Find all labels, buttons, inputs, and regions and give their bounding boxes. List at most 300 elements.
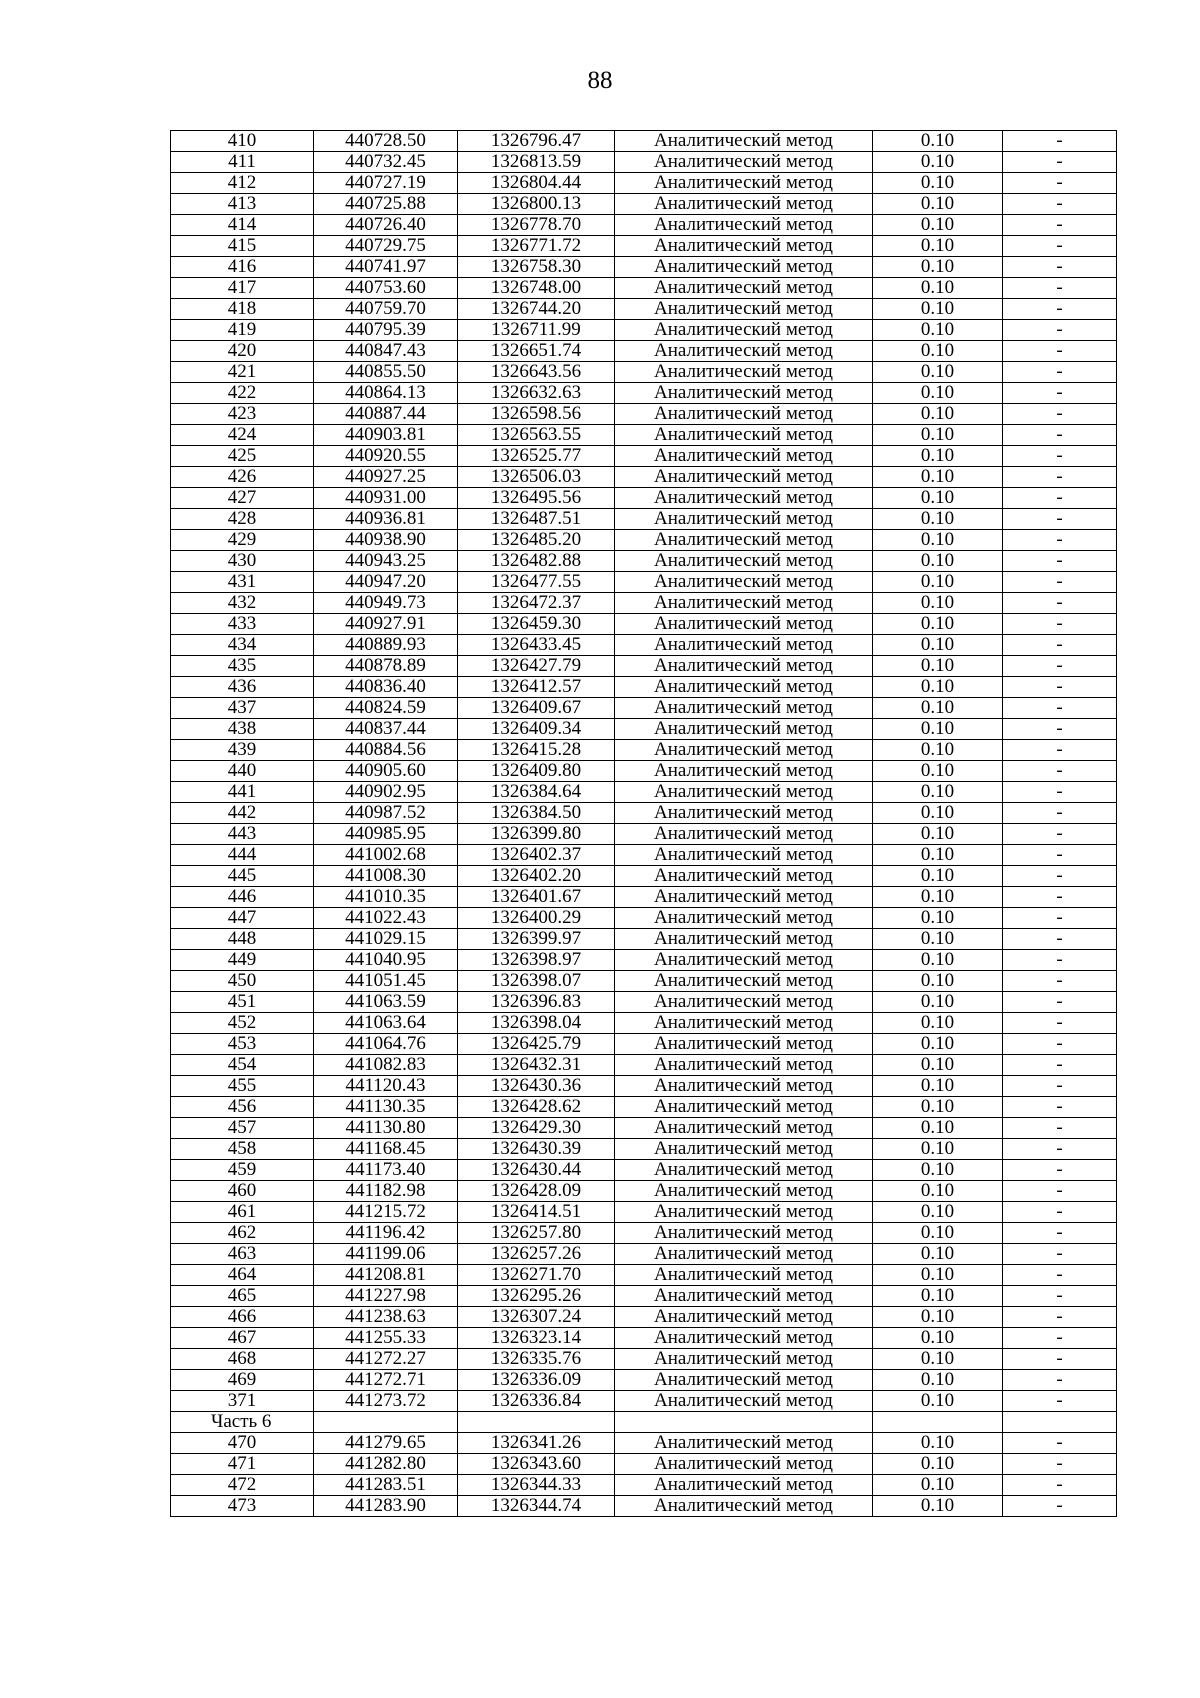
- accuracy-cell: 0.10: [873, 614, 1003, 635]
- point-number-cell: 461: [171, 1202, 314, 1223]
- point-number-cell: 435: [171, 656, 314, 677]
- table-row: [171, 446, 1117, 467]
- table-row: [171, 530, 1117, 551]
- note-cell: -: [1003, 362, 1117, 383]
- x-coordinate-cell: 440878.89: [314, 656, 458, 677]
- y-coordinate-cell: 1326432.31: [458, 1055, 615, 1076]
- accuracy-cell: 0.10: [873, 320, 1003, 341]
- y-coordinate-cell: 1326295.26: [458, 1286, 615, 1307]
- x-coordinate-cell: 441279.65: [314, 1433, 458, 1454]
- point-number-cell: 434: [171, 635, 314, 656]
- y-coordinate-cell: 1326430.44: [458, 1160, 615, 1181]
- table-row: [171, 509, 1117, 530]
- point-number-cell: 410: [171, 131, 314, 152]
- note-cell: -: [1003, 677, 1117, 698]
- point-number-cell: 419: [171, 320, 314, 341]
- point-number-cell: 418: [171, 299, 314, 320]
- method-cell: Аналитический метод: [615, 1370, 873, 1391]
- note-cell: -: [1003, 152, 1117, 173]
- point-number-cell: 438: [171, 719, 314, 740]
- note-cell: -: [1003, 635, 1117, 656]
- method-cell: Аналитический метод: [615, 278, 873, 299]
- point-number-cell: 457: [171, 1118, 314, 1139]
- table-row: [171, 1034, 1117, 1055]
- note-cell: -: [1003, 1265, 1117, 1286]
- note-cell: -: [1003, 1454, 1117, 1475]
- x-coordinate-cell: 441168.45: [314, 1139, 458, 1160]
- table-row: [171, 803, 1117, 824]
- x-coordinate-cell: 440836.40: [314, 677, 458, 698]
- note-cell: -: [1003, 1496, 1117, 1517]
- note-cell: -: [1003, 1181, 1117, 1202]
- y-coordinate-cell: 1326307.24: [458, 1307, 615, 1328]
- accuracy-cell: 0.10: [873, 404, 1003, 425]
- y-coordinate-cell: 1326506.03: [458, 467, 615, 488]
- x-coordinate-cell: 440936.81: [314, 509, 458, 530]
- table-row: [171, 950, 1117, 971]
- note-cell: -: [1003, 740, 1117, 761]
- method-cell: Аналитический метод: [615, 1202, 873, 1223]
- point-number-cell: 413: [171, 194, 314, 215]
- point-number-cell: 430: [171, 551, 314, 572]
- accuracy-cell: 0.10: [873, 1181, 1003, 1202]
- x-coordinate-cell: 440864.13: [314, 383, 458, 404]
- accuracy-cell: 0.10: [873, 971, 1003, 992]
- accuracy-cell: 0.10: [873, 1244, 1003, 1265]
- x-coordinate-cell: 440987.52: [314, 803, 458, 824]
- y-coordinate-cell: 1326402.37: [458, 845, 615, 866]
- y-coordinate-cell: 1326813.59: [458, 152, 615, 173]
- method-cell: Аналитический метод: [615, 341, 873, 362]
- accuracy-cell: 0.10: [873, 824, 1003, 845]
- table-row: [171, 845, 1117, 866]
- empty-cell: [458, 1412, 615, 1433]
- note-cell: -: [1003, 1223, 1117, 1244]
- table-row: [171, 1118, 1117, 1139]
- method-cell: Аналитический метод: [615, 1181, 873, 1202]
- method-cell: Аналитический метод: [615, 1118, 873, 1139]
- method-cell: Аналитический метод: [615, 320, 873, 341]
- method-cell: Аналитический метод: [615, 908, 873, 929]
- method-cell: Аналитический метод: [615, 614, 873, 635]
- table-row: [171, 593, 1117, 614]
- x-coordinate-cell: 441008.30: [314, 866, 458, 887]
- method-cell: Аналитический метод: [615, 929, 873, 950]
- y-coordinate-cell: 1326748.00: [458, 278, 615, 299]
- point-number-cell: 447: [171, 908, 314, 929]
- table-row: [171, 131, 1117, 152]
- table-row: [171, 656, 1117, 677]
- point-number-cell: 452: [171, 1013, 314, 1034]
- y-coordinate-cell: 1326796.47: [458, 131, 615, 152]
- method-cell: Аналитический метод: [615, 1496, 873, 1517]
- table-row: [171, 824, 1117, 845]
- table-row: [171, 740, 1117, 761]
- point-number-cell: 469: [171, 1370, 314, 1391]
- note-cell: -: [1003, 131, 1117, 152]
- x-coordinate-cell: 440837.44: [314, 719, 458, 740]
- x-coordinate-cell: 441022.43: [314, 908, 458, 929]
- table-row: [171, 1454, 1117, 1475]
- accuracy-cell: 0.10: [873, 1475, 1003, 1496]
- point-number-cell: 441: [171, 782, 314, 803]
- y-coordinate-cell: 1326429.30: [458, 1118, 615, 1139]
- table-row: [171, 362, 1117, 383]
- method-cell: Аналитический метод: [615, 635, 873, 656]
- x-coordinate-cell: 440884.56: [314, 740, 458, 761]
- method-cell: Аналитический метод: [615, 1433, 873, 1454]
- table-row: [171, 1328, 1117, 1349]
- note-cell: -: [1003, 1244, 1117, 1265]
- page-number: 88: [587, 67, 613, 94]
- table-row: [171, 1286, 1117, 1307]
- table-row: [171, 1202, 1117, 1223]
- point-number-cell: 439: [171, 740, 314, 761]
- point-number-cell: 436: [171, 677, 314, 698]
- accuracy-cell: 0.10: [873, 866, 1003, 887]
- x-coordinate-cell: 440903.81: [314, 425, 458, 446]
- point-number-cell: 454: [171, 1055, 314, 1076]
- accuracy-cell: 0.10: [873, 845, 1003, 866]
- x-coordinate-cell: 441040.95: [314, 950, 458, 971]
- point-number-cell: 471: [171, 1454, 314, 1475]
- table-row: [171, 992, 1117, 1013]
- point-number-cell: 460: [171, 1181, 314, 1202]
- accuracy-cell: 0.10: [873, 1286, 1003, 1307]
- accuracy-cell: 0.10: [873, 1055, 1003, 1076]
- note-cell: -: [1003, 698, 1117, 719]
- point-number-cell: 456: [171, 1097, 314, 1118]
- method-cell: Аналитический метод: [615, 1475, 873, 1496]
- accuracy-cell: 0.10: [873, 1370, 1003, 1391]
- point-number-cell: 448: [171, 929, 314, 950]
- accuracy-cell: 0.10: [873, 1097, 1003, 1118]
- y-coordinate-cell: 1326433.45: [458, 635, 615, 656]
- method-cell: Аналитический метод: [615, 131, 873, 152]
- table-row: [171, 677, 1117, 698]
- method-cell: Аналитический метод: [615, 257, 873, 278]
- note-cell: -: [1003, 1391, 1117, 1412]
- x-coordinate-cell: 440725.88: [314, 194, 458, 215]
- table-row: [171, 1370, 1117, 1391]
- table-row: [171, 1013, 1117, 1034]
- accuracy-cell: 0.10: [873, 761, 1003, 782]
- accuracy-cell: 0.10: [873, 950, 1003, 971]
- method-cell: Аналитический метод: [615, 1244, 873, 1265]
- y-coordinate-cell: 1326428.62: [458, 1097, 615, 1118]
- y-coordinate-cell: 1326409.80: [458, 761, 615, 782]
- table-row: [171, 1349, 1117, 1370]
- point-number-cell: 449: [171, 950, 314, 971]
- point-number-cell: 465: [171, 1286, 314, 1307]
- accuracy-cell: 0.10: [873, 677, 1003, 698]
- x-coordinate-cell: 441272.27: [314, 1349, 458, 1370]
- point-number-cell: 426: [171, 467, 314, 488]
- table-row: [171, 383, 1117, 404]
- table-row: [171, 866, 1117, 887]
- x-coordinate-cell: 440753.60: [314, 278, 458, 299]
- y-coordinate-cell: 1326398.07: [458, 971, 615, 992]
- empty-cell: [873, 1412, 1003, 1433]
- accuracy-cell: 0.10: [873, 1328, 1003, 1349]
- table-row: [171, 1244, 1117, 1265]
- note-cell: -: [1003, 824, 1117, 845]
- accuracy-cell: 0.10: [873, 782, 1003, 803]
- note-cell: -: [1003, 173, 1117, 194]
- y-coordinate-cell: 1326398.97: [458, 950, 615, 971]
- accuracy-cell: 0.10: [873, 299, 1003, 320]
- point-number-cell: 428: [171, 509, 314, 530]
- y-coordinate-cell: 1326651.74: [458, 341, 615, 362]
- y-coordinate-cell: 1326495.56: [458, 488, 615, 509]
- accuracy-cell: 0.10: [873, 236, 1003, 257]
- y-coordinate-cell: 1326414.51: [458, 1202, 615, 1223]
- y-coordinate-cell: 1326257.80: [458, 1223, 615, 1244]
- method-cell: Аналитический метод: [615, 803, 873, 824]
- y-coordinate-cell: 1326428.09: [458, 1181, 615, 1202]
- note-cell: -: [1003, 1307, 1117, 1328]
- x-coordinate-cell: 440728.50: [314, 131, 458, 152]
- y-coordinate-cell: 1326344.74: [458, 1496, 615, 1517]
- method-cell: Аналитический метод: [615, 425, 873, 446]
- method-cell: Аналитический метод: [615, 782, 873, 803]
- method-cell: Аналитический метод: [615, 530, 873, 551]
- x-coordinate-cell: 441283.90: [314, 1496, 458, 1517]
- note-cell: -: [1003, 803, 1117, 824]
- method-cell: Аналитический метод: [615, 761, 873, 782]
- accuracy-cell: 0.10: [873, 698, 1003, 719]
- method-cell: Аналитический метод: [615, 1328, 873, 1349]
- accuracy-cell: 0.10: [873, 1202, 1003, 1223]
- table-row: [171, 1475, 1117, 1496]
- y-coordinate-cell: 1326563.55: [458, 425, 615, 446]
- x-coordinate-cell: 441051.45: [314, 971, 458, 992]
- x-coordinate-cell: 440943.25: [314, 551, 458, 572]
- table-row: [171, 1181, 1117, 1202]
- accuracy-cell: 0.10: [873, 572, 1003, 593]
- y-coordinate-cell: 1326472.37: [458, 593, 615, 614]
- y-coordinate-cell: 1326323.14: [458, 1328, 615, 1349]
- empty-cell: [1003, 1412, 1117, 1433]
- method-cell: Аналитический метод: [615, 572, 873, 593]
- method-cell: Аналитический метод: [615, 1013, 873, 1034]
- table-row: [171, 467, 1117, 488]
- accuracy-cell: 0.10: [873, 530, 1003, 551]
- point-number-cell: 429: [171, 530, 314, 551]
- point-number-cell: 416: [171, 257, 314, 278]
- y-coordinate-cell: 1326487.51: [458, 509, 615, 530]
- y-coordinate-cell: 1326271.70: [458, 1265, 615, 1286]
- accuracy-cell: 0.10: [873, 488, 1003, 509]
- table-row: [171, 215, 1117, 236]
- method-cell: Аналитический метод: [615, 971, 873, 992]
- note-cell: -: [1003, 1160, 1117, 1181]
- coordinates-table: [170, 130, 1117, 1517]
- table-row: [171, 761, 1117, 782]
- point-number-cell: 446: [171, 887, 314, 908]
- y-coordinate-cell: 1326525.77: [458, 446, 615, 467]
- accuracy-cell: 0.10: [873, 1265, 1003, 1286]
- accuracy-cell: 0.10: [873, 908, 1003, 929]
- note-cell: -: [1003, 509, 1117, 530]
- method-cell: Аналитический метод: [615, 1097, 873, 1118]
- table-row: [171, 425, 1117, 446]
- y-coordinate-cell: 1326482.88: [458, 551, 615, 572]
- note-cell: -: [1003, 1139, 1117, 1160]
- accuracy-cell: 0.10: [873, 992, 1003, 1013]
- point-number-cell: 470: [171, 1433, 314, 1454]
- note-cell: -: [1003, 236, 1117, 257]
- accuracy-cell: 0.10: [873, 1160, 1003, 1181]
- accuracy-cell: 0.10: [873, 740, 1003, 761]
- y-coordinate-cell: 1326344.33: [458, 1475, 615, 1496]
- x-coordinate-cell: 441273.72: [314, 1391, 458, 1412]
- x-coordinate-cell: 440938.90: [314, 530, 458, 551]
- table-row: [171, 1139, 1117, 1160]
- x-coordinate-cell: 440985.95: [314, 824, 458, 845]
- x-coordinate-cell: 440889.93: [314, 635, 458, 656]
- point-number-cell: 444: [171, 845, 314, 866]
- table-row: [171, 572, 1117, 593]
- y-coordinate-cell: 1326800.13: [458, 194, 615, 215]
- note-cell: -: [1003, 1118, 1117, 1139]
- x-coordinate-cell: 440887.44: [314, 404, 458, 425]
- method-cell: Аналитический метод: [615, 845, 873, 866]
- table-row: [171, 173, 1117, 194]
- point-number-cell: 440: [171, 761, 314, 782]
- point-number-cell: 453: [171, 1034, 314, 1055]
- table-row: [171, 719, 1117, 740]
- method-cell: Аналитический метод: [615, 1034, 873, 1055]
- accuracy-cell: 0.10: [873, 1433, 1003, 1454]
- table-row: [171, 194, 1117, 215]
- point-number-cell: 425: [171, 446, 314, 467]
- y-coordinate-cell: 1326399.97: [458, 929, 615, 950]
- point-number-cell: 423: [171, 404, 314, 425]
- accuracy-cell: 0.10: [873, 1349, 1003, 1370]
- accuracy-cell: 0.10: [873, 257, 1003, 278]
- point-number-cell: 458: [171, 1139, 314, 1160]
- accuracy-cell: 0.10: [873, 341, 1003, 362]
- point-number-cell: 467: [171, 1328, 314, 1349]
- accuracy-cell: 0.10: [873, 551, 1003, 572]
- note-cell: -: [1003, 257, 1117, 278]
- empty-cell: [314, 1412, 458, 1433]
- method-cell: Аналитический метод: [615, 1349, 873, 1370]
- table-row: [171, 1055, 1117, 1076]
- table-row: [171, 1076, 1117, 1097]
- method-cell: Аналитический метод: [615, 698, 873, 719]
- x-coordinate-cell: 440795.39: [314, 320, 458, 341]
- note-cell: -: [1003, 215, 1117, 236]
- point-number-cell: 451: [171, 992, 314, 1013]
- accuracy-cell: 0.10: [873, 131, 1003, 152]
- x-coordinate-cell: 440927.91: [314, 614, 458, 635]
- section-label: Часть 6: [171, 1412, 314, 1433]
- table-row: [171, 1433, 1117, 1454]
- note-cell: -: [1003, 194, 1117, 215]
- accuracy-cell: 0.10: [873, 1454, 1003, 1475]
- method-cell: Аналитический метод: [615, 1223, 873, 1244]
- accuracy-cell: 0.10: [873, 446, 1003, 467]
- point-number-cell: 464: [171, 1265, 314, 1286]
- x-coordinate-cell: 441130.35: [314, 1097, 458, 1118]
- note-cell: -: [1003, 446, 1117, 467]
- accuracy-cell: 0.10: [873, 887, 1003, 908]
- accuracy-cell: 0.10: [873, 1118, 1003, 1139]
- x-coordinate-cell: 441082.83: [314, 1055, 458, 1076]
- x-coordinate-cell: 440759.70: [314, 299, 458, 320]
- method-cell: Аналитический метод: [615, 656, 873, 677]
- point-number-cell: 433: [171, 614, 314, 635]
- accuracy-cell: 0.10: [873, 656, 1003, 677]
- point-number-cell: 445: [171, 866, 314, 887]
- x-coordinate-cell: 441010.35: [314, 887, 458, 908]
- table-row: [171, 320, 1117, 341]
- accuracy-cell: 0.10: [873, 467, 1003, 488]
- method-cell: Аналитический метод: [615, 1391, 873, 1412]
- method-cell: Аналитический метод: [615, 1286, 873, 1307]
- accuracy-cell: 0.10: [873, 1307, 1003, 1328]
- method-cell: Аналитический метод: [615, 677, 873, 698]
- method-cell: Аналитический метод: [615, 740, 873, 761]
- y-coordinate-cell: 1326384.50: [458, 803, 615, 824]
- table-row: [171, 929, 1117, 950]
- method-cell: Аналитический метод: [615, 509, 873, 530]
- y-coordinate-cell: 1326398.04: [458, 1013, 615, 1034]
- method-cell: Аналитический метод: [615, 215, 873, 236]
- point-number-cell: 463: [171, 1244, 314, 1265]
- note-cell: -: [1003, 929, 1117, 950]
- y-coordinate-cell: 1326427.79: [458, 656, 615, 677]
- x-coordinate-cell: 441283.51: [314, 1475, 458, 1496]
- note-cell: -: [1003, 341, 1117, 362]
- y-coordinate-cell: 1326771.72: [458, 236, 615, 257]
- accuracy-cell: 0.10: [873, 1391, 1003, 1412]
- note-cell: -: [1003, 887, 1117, 908]
- y-coordinate-cell: 1326758.30: [458, 257, 615, 278]
- point-number-cell: 424: [171, 425, 314, 446]
- accuracy-cell: 0.10: [873, 1013, 1003, 1034]
- point-number-cell: 443: [171, 824, 314, 845]
- x-coordinate-cell: 441238.63: [314, 1307, 458, 1328]
- coordinates-table-body: [171, 131, 1117, 1517]
- y-coordinate-cell: 1326400.29: [458, 908, 615, 929]
- point-number-cell: 427: [171, 488, 314, 509]
- note-cell: -: [1003, 761, 1117, 782]
- x-coordinate-cell: 441064.76: [314, 1034, 458, 1055]
- accuracy-cell: 0.10: [873, 383, 1003, 404]
- table-row: [171, 236, 1117, 257]
- method-cell: Аналитический метод: [615, 887, 873, 908]
- table-row: [171, 341, 1117, 362]
- empty-cell: [615, 1412, 873, 1433]
- table-row: [171, 551, 1117, 572]
- method-cell: Аналитический метод: [615, 992, 873, 1013]
- accuracy-cell: 0.10: [873, 635, 1003, 656]
- note-cell: -: [1003, 614, 1117, 635]
- table-row: [171, 782, 1117, 803]
- y-coordinate-cell: 1326598.56: [458, 404, 615, 425]
- table-row: [171, 152, 1117, 173]
- method-cell: Аналитический метод: [615, 551, 873, 572]
- y-coordinate-cell: 1326401.67: [458, 887, 615, 908]
- method-cell: Аналитический метод: [615, 194, 873, 215]
- note-cell: -: [1003, 845, 1117, 866]
- note-cell: -: [1003, 1055, 1117, 1076]
- y-coordinate-cell: 1326399.80: [458, 824, 615, 845]
- note-cell: -: [1003, 1433, 1117, 1454]
